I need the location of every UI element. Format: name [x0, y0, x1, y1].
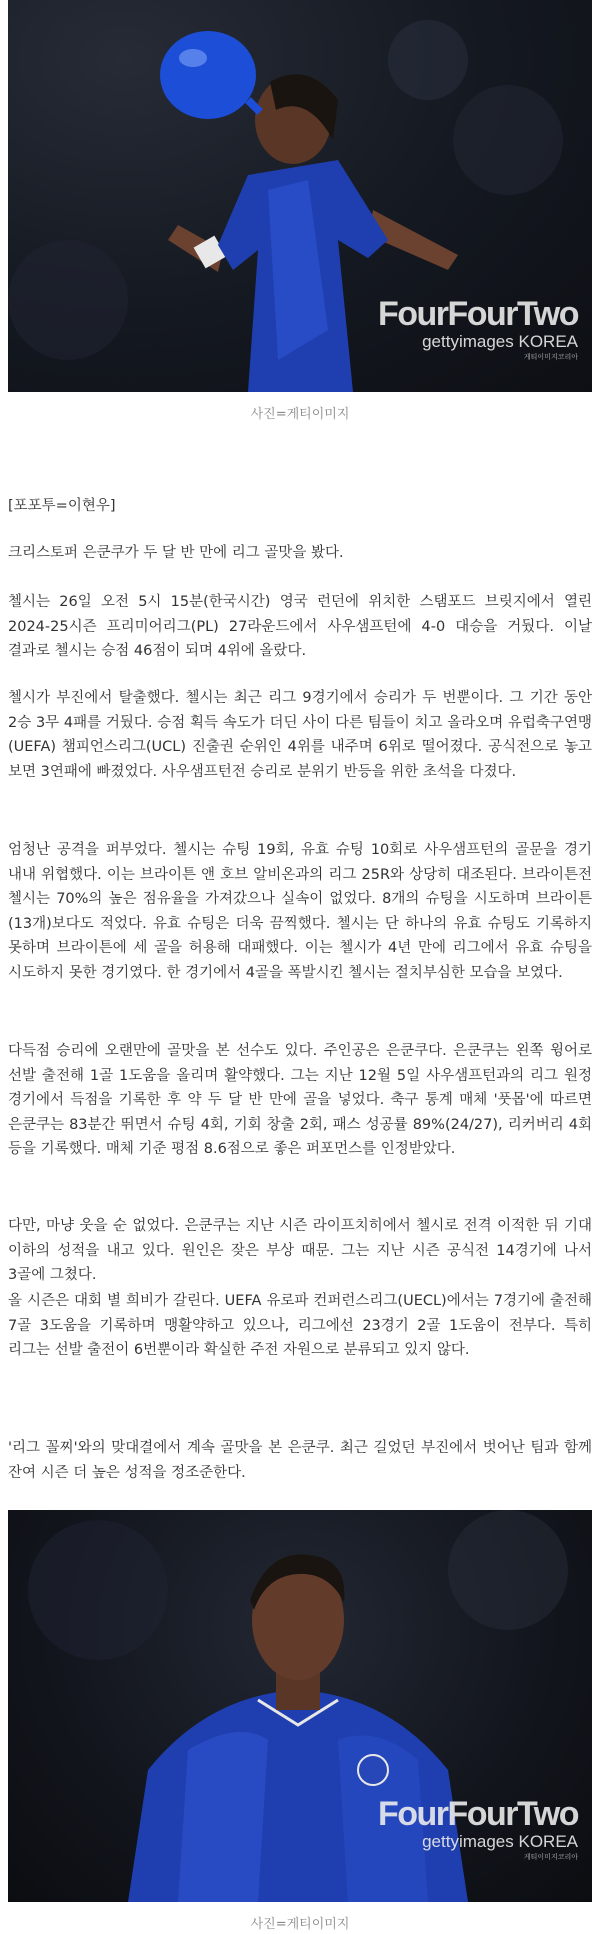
- article-paragraph: 다만, 마냥 웃을 순 없었다. 은쿤쿠는 지난 시즌 라이프치히에서 첼시로 전격 이적한 뒤 기대 이하의 성적을 내고 있다. 원인은 잦은 부상 때문. 그는 지난 시즌 공식전 14경기에 나서 3골에 그쳤다.: [8, 1218, 592, 1283]
- article-photo-top: [8, 0, 592, 392]
- getty-watermark: [378, 296, 578, 362]
- article-paragraph: 크리스토퍼 은쿤쿠가 두 달 반 만에 리그 골맛을 봤다.: [8, 545, 344, 561]
- article-paragraph: 올 시즌은 대회 별 희비가 갈린다. UEFA 유로파 컨퍼런스리그(UECL)에서는 7경기에 출전해 7골 3도움을 기록하며 맹활약하고 있으나, 리그에선 23경기 2골 1도움이 전부다. 특히 리그는 선발 출전이 6번뿐이라 확실한 주전 자원으로 분류되고 있지 않다.: [8, 1293, 592, 1358]
- photo-caption: 사진=게티이미지: [250, 1917, 350, 1932]
- gettyimages-logo: gettyimages KOREA: [422, 1832, 578, 1851]
- gettyimages-sub: 게티이미지코리아: [523, 1853, 578, 1861]
- article-paragraph: '리그 꼴찌'와의 맞대결에서 계속 골맛을 본 은쿤쿠. 최근 길었던 부진에서 벗어난 팀과 함께 잔여 시즌 더 높은 성적을 정조준한다.: [8, 1440, 592, 1481]
- article-paragraph: 다득점 승리에 오랜만에 골맛을 본 선수도 있다. 주인공은 은쿤쿠다. 은쿤쿠는 왼쪽 윙어로 선발 출전해 1골 1도움을 올리며 활약했다. 그는 지난 12월 5일 사우샘프턴과의 리그 원정 경기에서 득점을 기록한 후 약 두 달 반 만에 골을 넣었다. 축구 통계 매체 '풋몹'에 따르면 은쿤쿠는 83분간 뛰면서 슈팅 4회, 기회 창출 2회, 패스 성공률 89%(24/27), 리커버리 4회 등을 기록했다. 매체 기준 평점 8.6점으로 좋은 퍼포먼스를 인정받았다.: [8, 1043, 592, 1157]
- fourfourtwo-logo: FourFourTwo: [377, 295, 578, 333]
- article-paragraph: 엄청난 공격을 퍼부었다. 첼시는 슈팅 19회, 유효 슈팅 10회로 사우샘프턴의 골문을 경기 내내 위협했다. 이는 브라이튼 앤 호브 알비온과의 리그 25R와 상당히 대조된다. 브라이튼전 첼시는 70%의 높은 점유율을 가져갔으나 실속이 없었다. 8개의 슈팅을 시도하며 브라이튼(13개)보다도 적었다. 유효 슈팅은 더욱 끔찍했다. 첼시는 단 하나의 유효 슈팅도 기록하지 못하며 브라이튼에 세 골을 허용해 대패했다. 이는 첼시가 4년 만에 리그에서 유효 슈팅을 시도하지 못한 경기였다. 한 경기에서 4골을 폭발시킨 첼시는 절치부심한 모습을 보였다.: [8, 842, 592, 981]
- article-paragraph: 첼시가 부진에서 탈출했다. 첼시는 최근 리그 9경기에서 승리가 두 번뿐이다. 그 기간 동안 2승 3무 4패를 거뒀다. 승점 획득 속도가 더딘 사이 다른 팀들이 치고 올라오며 유럽축구연맹(UEFA) 챔피언스리그(UCL) 진출권 순위인 4위를 내주며 6위로 떨어졌다. 공식전으로 놓고 보면 3연패에 빠졌었다. 사우샘프턴전 승리로 분위기 반등을 위한 초석을 다졌다.: [8, 690, 592, 780]
- article-photo-bottom: [8, 1510, 592, 1902]
- fourfourtwo-logo: FourFourTwo: [377, 1795, 578, 1833]
- gettyimages-logo: gettyimages KOREA: [422, 332, 578, 351]
- article-paragraph: 첼시는 26일 오전 5시 15분(한국시간) 영국 런던에 위치한 스탬포드 브릿지에서 열린 2024-25시즌 프리미어리그(PL) 27라운드에서 사우샘프턴에 4-0 대승을 거뒀다. 이날 결과로 첼시는 승점 46점이 되며 4위에 올랐다.: [8, 594, 592, 659]
- getty-watermark: [378, 1796, 578, 1862]
- photo-caption: 사진=게티이미지: [250, 407, 350, 422]
- gettyimages-sub: 게티이미지코리아: [523, 353, 578, 361]
- article-byline: [포포투=이현우]: [8, 498, 116, 514]
